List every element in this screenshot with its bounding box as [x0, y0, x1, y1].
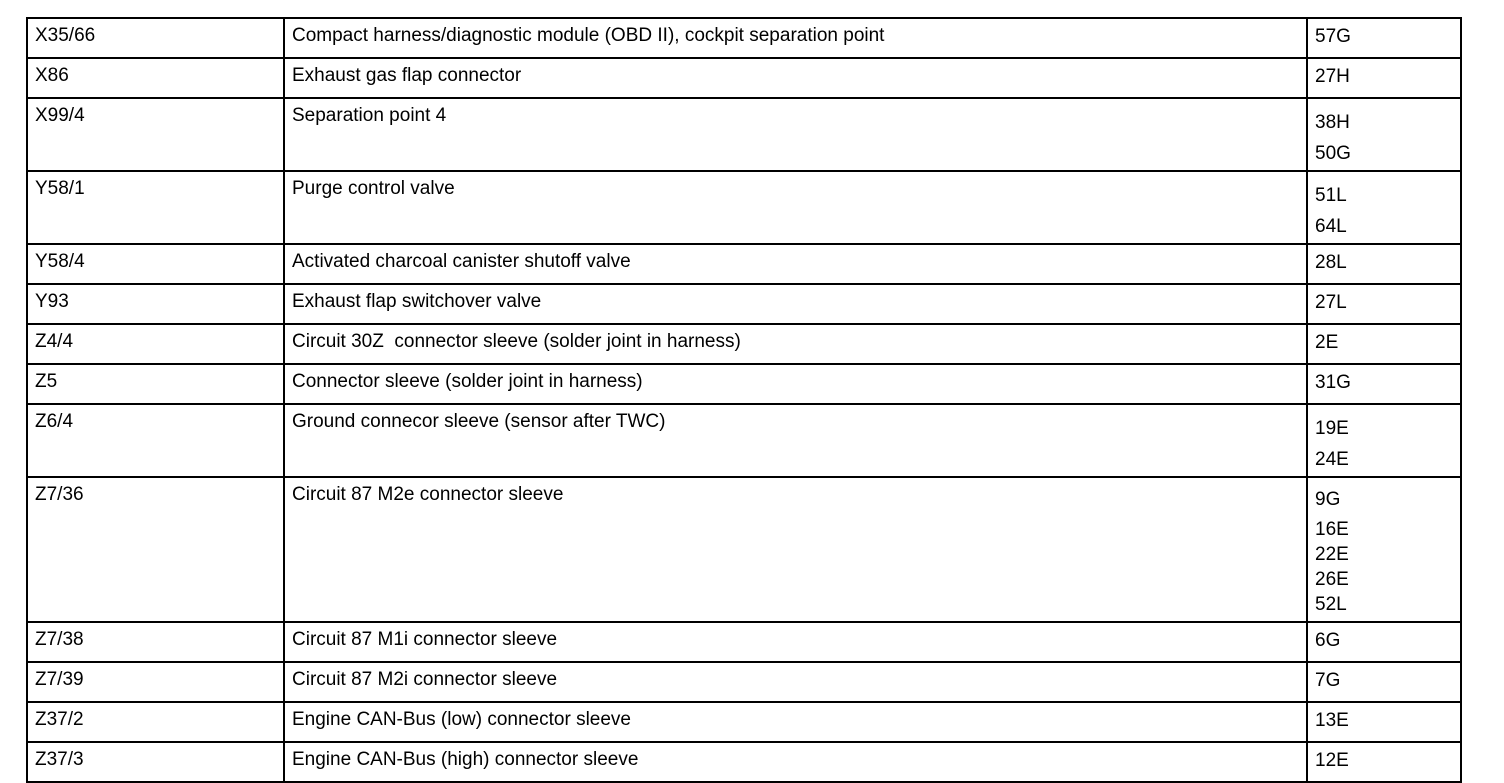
grid-reference: 19E	[1315, 418, 1349, 439]
component-description-cell: Exhaust gas flap connector	[284, 58, 1307, 98]
component-id-cell: Z7/39	[27, 662, 284, 702]
grid-reference-cell	[1307, 742, 1461, 782]
grid-reference: 12E	[1315, 750, 1349, 771]
component-id-cell: Z37/2	[27, 702, 284, 742]
grid-reference: 26E	[1315, 569, 1349, 590]
component-description-cell: Circuit 87 M2i connector sleeve	[284, 662, 1307, 702]
grid-reference: 64L	[1315, 216, 1347, 237]
component-id-cell: Z7/38	[27, 622, 284, 662]
component-id-cell: Z5	[27, 364, 284, 404]
grid-reference: 52L	[1315, 594, 1347, 615]
table-row	[27, 364, 1461, 404]
component-id-cell: Z37/3	[27, 742, 284, 782]
component-id-cell: X99/4	[27, 98, 284, 171]
grid-reference-cell	[1307, 364, 1461, 404]
component-id-cell: X35/66	[27, 18, 284, 58]
table-row	[27, 58, 1461, 98]
grid-reference-cell	[1307, 662, 1461, 702]
component-description-cell: Engine CAN-Bus (low) connector sleeve	[284, 702, 1307, 742]
component-legend-table	[26, 17, 1462, 783]
table-row	[27, 404, 1461, 477]
component-description-cell: Exhaust flap switchover valve	[284, 284, 1307, 324]
grid-reference-cell	[1307, 244, 1461, 284]
grid-reference-cell	[1307, 702, 1461, 742]
component-description-cell: Connector sleeve (solder joint in harness)	[284, 364, 1307, 404]
grid-reference-cell	[1307, 171, 1461, 244]
table-row	[27, 662, 1461, 702]
grid-reference: 22E	[1315, 544, 1349, 565]
grid-reference-cell	[1307, 18, 1461, 58]
table-row	[27, 98, 1461, 171]
grid-reference: 31G	[1315, 372, 1351, 393]
grid-reference-cell	[1307, 98, 1461, 171]
component-description-cell: Activated charcoal canister shutoff valve	[284, 244, 1307, 284]
grid-reference: 7G	[1315, 670, 1341, 691]
table-row	[27, 171, 1461, 244]
grid-reference: 16E	[1315, 519, 1349, 540]
grid-reference-cell	[1307, 324, 1461, 364]
table-row	[27, 324, 1461, 364]
component-id-cell: Y58/1	[27, 171, 284, 244]
component-description-cell: Compact harness/diagnostic module (OBD II), cockpit separation point	[284, 18, 1307, 58]
grid-reference-cell	[1307, 622, 1461, 662]
grid-reference: 57G	[1315, 26, 1351, 47]
grid-reference: 13E	[1315, 710, 1349, 731]
grid-reference: 51L	[1315, 185, 1347, 206]
table-row	[27, 742, 1461, 782]
table-row	[27, 702, 1461, 742]
grid-reference: 27H	[1315, 66, 1350, 87]
component-id-cell: X86	[27, 58, 284, 98]
component-description-cell: Purge control valve	[284, 171, 1307, 244]
grid-reference: 38H	[1315, 112, 1350, 133]
grid-reference: 27L	[1315, 292, 1347, 313]
component-description-cell: Circuit 87 M2e connector sleeve	[284, 477, 1307, 622]
table-row	[27, 284, 1461, 324]
grid-reference: 24E	[1315, 449, 1349, 470]
grid-reference: 9G	[1315, 489, 1341, 510]
component-description-cell: Circuit 30Z connector sleeve (solder joint in harness)	[284, 324, 1307, 364]
grid-reference: 2E	[1315, 332, 1339, 353]
component-description-cell: Engine CAN-Bus (high) connector sleeve	[284, 742, 1307, 782]
component-id-cell: Y58/4	[27, 244, 284, 284]
component-id-cell: Y93	[27, 284, 284, 324]
table-row	[27, 622, 1461, 662]
table-row	[27, 18, 1461, 58]
component-description-cell: Separation point 4	[284, 98, 1307, 171]
legend-table-body	[27, 18, 1461, 782]
grid-reference-cell	[1307, 284, 1461, 324]
component-id-cell: Z4/4	[27, 324, 284, 364]
grid-reference-cell	[1307, 58, 1461, 98]
grid-reference: 50G	[1315, 143, 1351, 164]
grid-reference-cell	[1307, 477, 1461, 622]
table-row	[27, 244, 1461, 284]
grid-reference: 6G	[1315, 630, 1341, 651]
grid-reference: 28L	[1315, 252, 1347, 273]
table-row	[27, 477, 1461, 622]
grid-reference-cell	[1307, 404, 1461, 477]
component-description-cell: Ground connecor sleeve (sensor after TWC)	[284, 404, 1307, 477]
component-id-cell: Z7/36	[27, 477, 284, 622]
component-description-cell: Circuit 87 M1i connector sleeve	[284, 622, 1307, 662]
component-id-cell: Z6/4	[27, 404, 284, 477]
